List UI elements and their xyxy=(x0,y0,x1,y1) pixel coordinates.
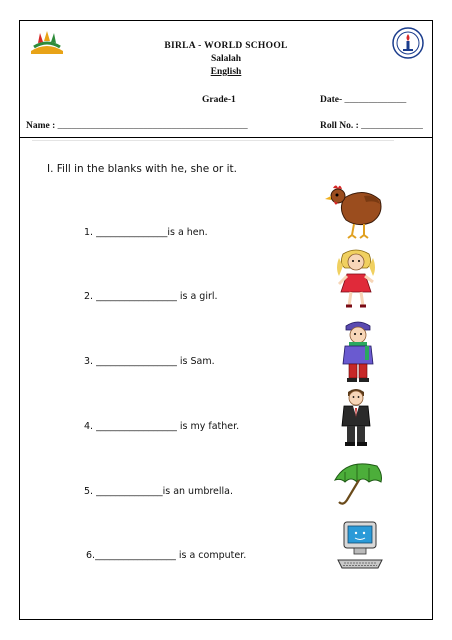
girl-icon xyxy=(333,248,379,310)
grade-label: Grade-1 xyxy=(202,95,236,105)
father-icon xyxy=(336,386,376,448)
divider xyxy=(32,140,394,141)
exercise-title: I. Fill in the blanks with he, she or it. xyxy=(47,163,237,175)
subject-title: English xyxy=(210,67,242,77)
question-2[interactable]: 2. _________________ is a girl. xyxy=(84,291,218,302)
name-blank[interactable]: ________________________________________ xyxy=(57,121,248,131)
school-name: BIRLA - WORLD SCHOOL xyxy=(164,41,288,51)
boy-sam-icon xyxy=(336,318,380,384)
hen-icon xyxy=(324,180,386,240)
worksheet-header xyxy=(20,21,432,138)
date-field[interactable] xyxy=(320,95,406,105)
umbrella-icon xyxy=(329,456,385,508)
question-4[interactable]: 4. _________________ is my father. xyxy=(84,421,240,432)
name-label: Name : xyxy=(26,121,56,131)
question-6[interactable]: 6._________________ is a computer. xyxy=(86,550,247,561)
date-label: Date- xyxy=(320,95,343,105)
name-field[interactable] xyxy=(26,121,248,131)
question-1[interactable]: 1. _______________is a hen. xyxy=(84,227,208,238)
school-city: Salalah xyxy=(210,54,242,64)
computer-icon xyxy=(336,520,384,570)
question-5[interactable]: 5. ______________is an umbrella. xyxy=(84,486,234,497)
question-3[interactable]: 3. _________________ is Sam. xyxy=(84,356,215,367)
roll-label: Roll No. : xyxy=(320,121,359,131)
date-blank[interactable]: _____________ xyxy=(344,95,407,105)
roll-field[interactable] xyxy=(320,121,423,131)
roll-blank[interactable]: _____________ xyxy=(361,121,423,131)
